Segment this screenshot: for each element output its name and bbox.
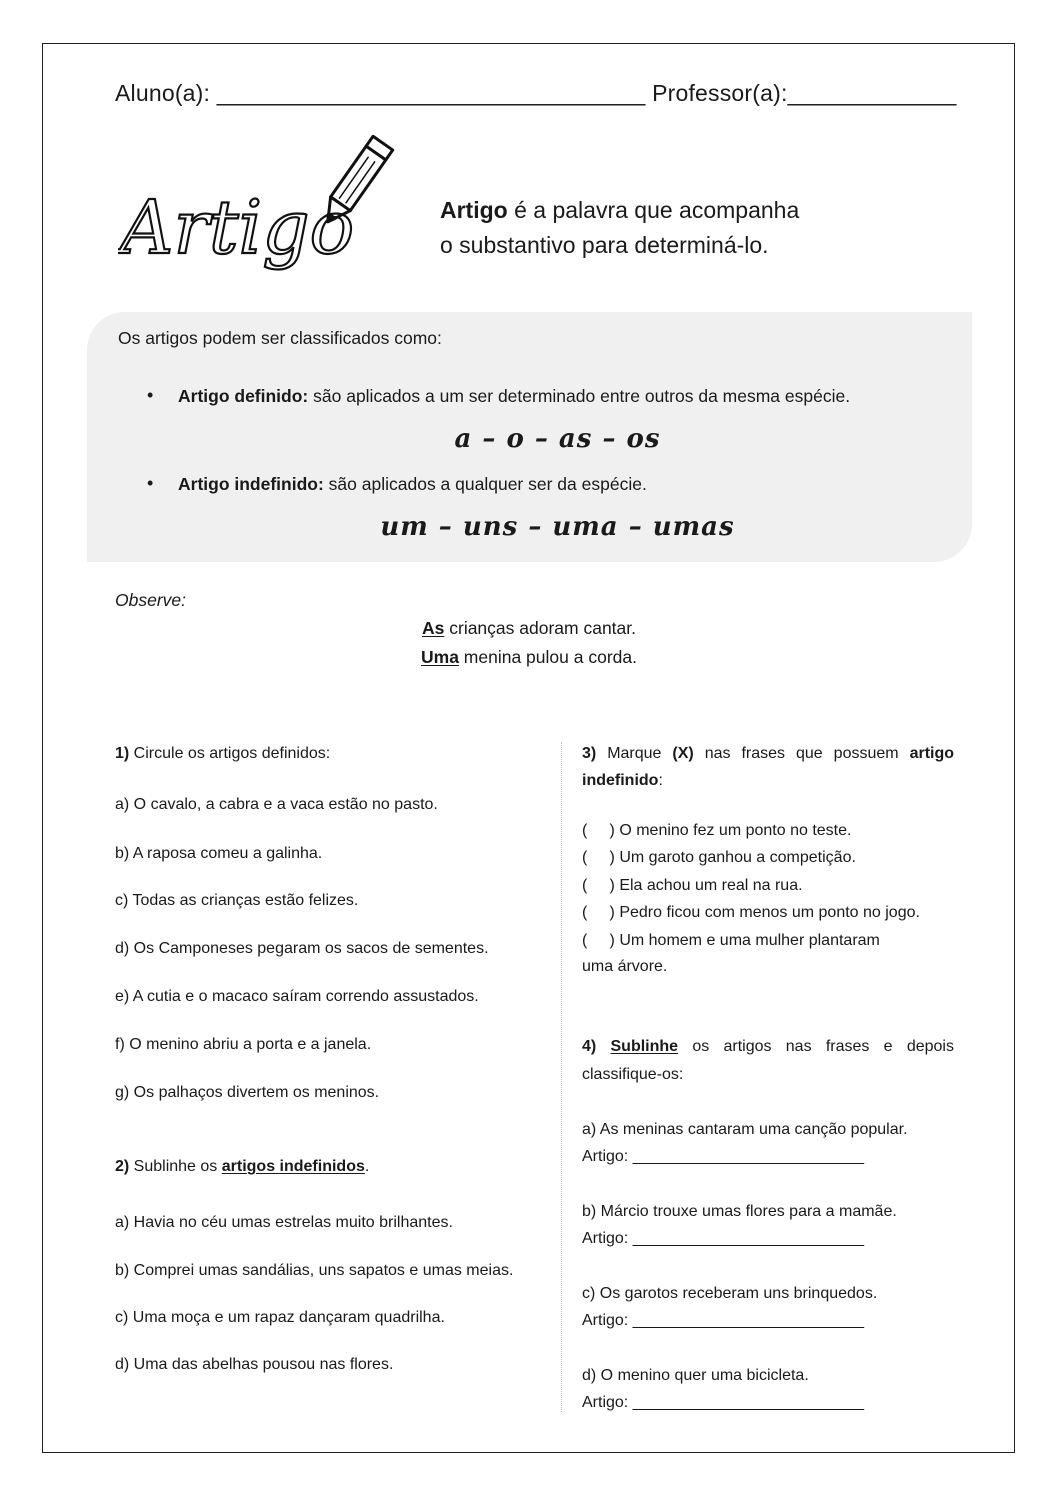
definite-text: são aplicados a um ser determinado entre outros da mesma espécie. bbox=[308, 386, 851, 406]
q3-prompt-text: Marque bbox=[596, 745, 673, 762]
q3-item: ( ) O menino fez um ponto no teste. bbox=[582, 822, 852, 839]
q3-prompt-end: : bbox=[658, 772, 663, 789]
q4-item: d) O menino quer uma bicicleta. bbox=[582, 1367, 809, 1384]
teacher-name-blank[interactable]: _____________ bbox=[787, 80, 957, 106]
header-line bbox=[115, 80, 956, 107]
indefinite-label: Artigo indefinido: bbox=[178, 474, 324, 494]
answer-blank[interactable]: __________________________ bbox=[632, 1312, 865, 1329]
q2-item: b) Comprei umas sandálias, uns sapatos e umas meias. bbox=[115, 1262, 514, 1279]
example-1-article: As bbox=[422, 618, 445, 638]
q3-item: ( ) Um homem e uma mulher plantaram bbox=[582, 932, 880, 949]
q1-item: e) A cutia e o macaco saíram correndo assustados. bbox=[115, 988, 479, 1005]
observe-label: Observe: bbox=[115, 590, 186, 610]
answer-blank[interactable]: __________________________ bbox=[632, 1394, 865, 1411]
example-2-text: menina pulou a corda. bbox=[458, 647, 637, 667]
answer-label: Artigo: bbox=[582, 1148, 633, 1165]
definition-line1: é a palavra que acompanha bbox=[507, 197, 800, 223]
answer-blank[interactable]: __________________________ bbox=[632, 1230, 865, 1247]
answer-label: Artigo: bbox=[582, 1230, 633, 1247]
q2-prompt-end: . bbox=[364, 1158, 370, 1175]
q1-item: d) Os Camponeses pegaram os sacos de sementes. bbox=[115, 940, 489, 957]
classification-intro: Os artigos podem ser classificados como: bbox=[118, 328, 442, 348]
q2-emphasis: artigos indefinidos bbox=[221, 1158, 365, 1175]
indefinite-examples: um – uns – uma – umas bbox=[380, 512, 735, 542]
q3-prompt-text2: nas frases que possuem bbox=[693, 745, 910, 762]
definition-line2: o substantivo para determiná-lo. bbox=[440, 232, 769, 258]
definition bbox=[440, 193, 799, 263]
q2-prompt bbox=[115, 1158, 369, 1176]
q1-prompt bbox=[115, 745, 330, 763]
bullet-icon: • bbox=[147, 473, 154, 493]
pencil-icon bbox=[118, 135, 418, 295]
q3-emphasis-1: artigo bbox=[909, 745, 955, 762]
q3-prompt bbox=[582, 740, 954, 767]
example-2-article: Uma bbox=[421, 647, 459, 667]
student-label: Aluno(a): bbox=[115, 80, 211, 106]
q4-prompt-line2: classifique-os: bbox=[582, 1066, 684, 1083]
q3-item-continuation: uma árvore. bbox=[582, 958, 668, 975]
artigo-logo bbox=[118, 135, 418, 295]
student-name-blank[interactable]: _________________________________ bbox=[216, 80, 646, 106]
q4-prompt-text: os artigos nas frases e depois bbox=[678, 1038, 954, 1055]
logo-title: Artigo bbox=[120, 185, 355, 271]
q2-number: 2) bbox=[115, 1158, 130, 1175]
q4-emphasis: Sublinhe bbox=[610, 1038, 679, 1055]
q3-emphasis-2: indefinido bbox=[582, 772, 659, 789]
q3-item: ( ) Um garoto ganhou a competição. bbox=[582, 849, 856, 866]
observe-example-1 bbox=[0, 618, 1058, 639]
q3-prompt-line2 bbox=[582, 767, 663, 794]
answer-blank[interactable]: __________________________ bbox=[632, 1148, 865, 1165]
q4-answer-line bbox=[582, 1230, 864, 1248]
q1-item: f) O menino abriu a porta e a janela. bbox=[115, 1036, 372, 1053]
q4-item: a) As meninas cantaram uma canção popular. bbox=[582, 1121, 908, 1138]
q3-number: 3) bbox=[582, 745, 597, 762]
bullet-icon: • bbox=[147, 385, 154, 405]
q2-item: d) Uma das abelhas pousou nas flores. bbox=[115, 1356, 394, 1373]
q1-number: 1) bbox=[115, 745, 130, 762]
q2-prompt-text: Sublinhe os bbox=[129, 1158, 222, 1175]
q3-item: ( ) Pedro ficou com menos um ponto no jogo. bbox=[582, 904, 920, 921]
column-divider bbox=[561, 742, 562, 1412]
observe-example-2 bbox=[0, 647, 1058, 668]
example-1-text: crianças adoram cantar. bbox=[444, 618, 636, 638]
q1-item: a) O cavalo, a cabra e a vaca estão no pasto. bbox=[115, 796, 438, 813]
q3-mark: (X) bbox=[672, 745, 694, 762]
definite-label: Artigo definido: bbox=[178, 386, 309, 406]
q2-item: a) Havia no céu umas estrelas muito brilhantes. bbox=[115, 1214, 453, 1231]
q4-item: b) Márcio trouxe umas flores para a mamãe. bbox=[582, 1203, 897, 1220]
answer-label: Artigo: bbox=[582, 1394, 633, 1411]
q1-item: b) A raposa comeu a galinha. bbox=[115, 845, 323, 862]
q2-item: c) Uma moça e um rapaz dançaram quadrilha. bbox=[115, 1309, 445, 1326]
indefinite-text: são aplicados a qualquer ser da espécie. bbox=[323, 474, 647, 494]
q1-item: c) Todas as crianças estão felizes. bbox=[115, 892, 359, 909]
q1-item: g) Os palhaços divertem os meninos. bbox=[115, 1084, 380, 1101]
q4-answer-line bbox=[582, 1394, 864, 1412]
q4-answer-line bbox=[582, 1312, 864, 1330]
teacher-label: Professor(a): bbox=[652, 80, 788, 106]
answer-label: Artigo: bbox=[582, 1312, 633, 1329]
q1-prompt-text: Circule os artigos definidos: bbox=[129, 745, 331, 762]
q3-item: ( ) Ela achou um real na rua. bbox=[582, 877, 803, 894]
definite-examples: a – o – as – os bbox=[454, 424, 661, 454]
q4-item: c) Os garotos receberam uns brinquedos. bbox=[582, 1285, 878, 1302]
q4-prompt bbox=[582, 1038, 954, 1056]
q4-number: 4) bbox=[582, 1038, 597, 1055]
q4-answer-line bbox=[582, 1148, 864, 1166]
definition-term: Artigo bbox=[440, 197, 508, 223]
